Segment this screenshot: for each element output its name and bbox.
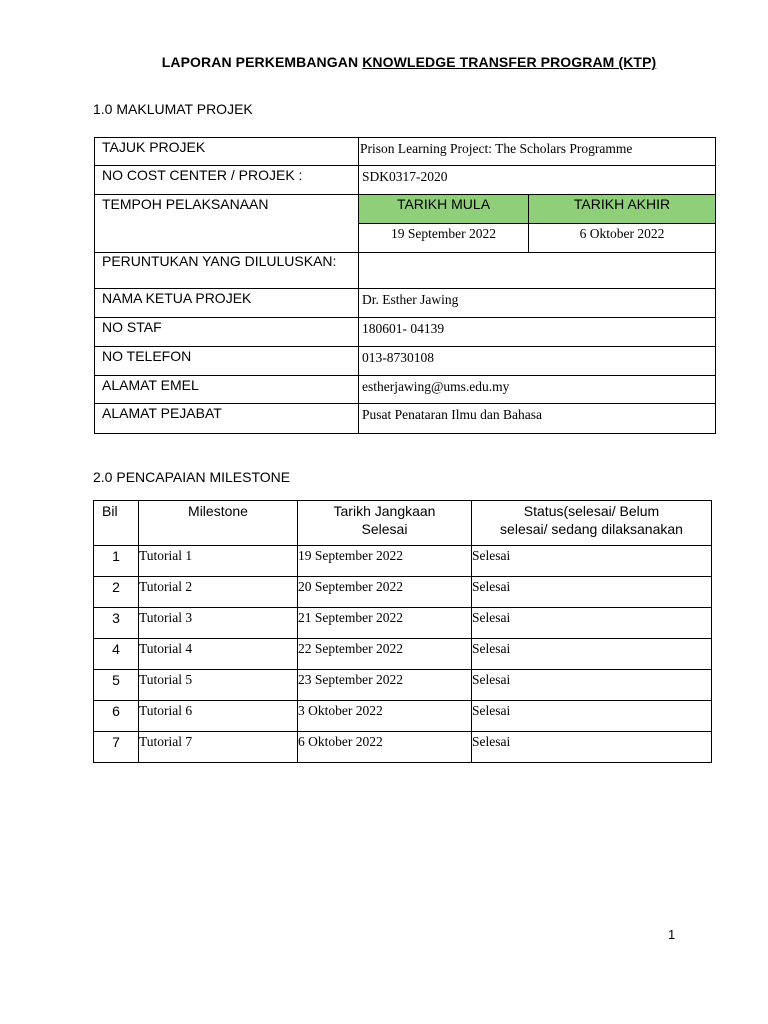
value-nama-ketua: Dr. Esther Jawing bbox=[359, 289, 716, 318]
cell-tarikh: 6 Oktober 2022 bbox=[298, 732, 472, 763]
cell-bil: 2 bbox=[94, 577, 139, 608]
value-peruntukan bbox=[359, 253, 716, 289]
cell-tarikh: 19 September 2022 bbox=[298, 546, 472, 577]
label-alamat-emel: ALAMAT EMEL bbox=[95, 376, 359, 404]
table-row bbox=[94, 639, 712, 670]
cell-status: Selesai bbox=[472, 608, 712, 639]
value-cost-center: SDK0317-2020 bbox=[359, 166, 716, 195]
label-tempoh-pelaksanaan: TEMPOH PELAKSANAAN bbox=[95, 195, 359, 253]
row-cost-center bbox=[95, 166, 716, 195]
header-milestone: Milestone bbox=[139, 501, 298, 546]
value-tarikh-akhir: 6 Oktober 2022 bbox=[529, 224, 716, 253]
cell-bil: 6 bbox=[94, 701, 139, 732]
value-no-staf: 180601- 04139 bbox=[359, 318, 716, 347]
row-tempoh-header bbox=[95, 195, 716, 224]
table-row bbox=[94, 732, 712, 763]
cell-tarikh: 23 September 2022 bbox=[298, 670, 472, 701]
label-peruntukan: PERUNTUKAN YANG DILULUSKAN: bbox=[95, 253, 359, 289]
label-no-staf: NO STAF bbox=[95, 318, 359, 347]
cell-status: Selesai bbox=[472, 701, 712, 732]
project-info-table bbox=[94, 137, 716, 434]
cell-milestone: Tutorial 1 bbox=[139, 546, 298, 577]
header-status bbox=[472, 501, 712, 546]
value-tajuk-projek: Prison Learning Project: The Scholars Programme bbox=[359, 138, 716, 166]
cell-bil: 4 bbox=[94, 639, 139, 670]
cell-milestone: Tutorial 5 bbox=[139, 670, 298, 701]
cell-bil: 3 bbox=[94, 608, 139, 639]
header-tarikh-line2: Selesai bbox=[361, 521, 408, 537]
report-title-program: KNOWLEDGE TRANSFER PROGRAM (KTP) bbox=[362, 54, 657, 70]
header-status-line2: selesai/ sedang dilaksanakan bbox=[500, 521, 683, 537]
table-row bbox=[94, 608, 712, 639]
row-peruntukan bbox=[95, 253, 716, 289]
milestone-header-row bbox=[94, 501, 712, 546]
header-tarikh-akhir: TARIKH AKHIR bbox=[529, 195, 716, 224]
table-row bbox=[94, 546, 712, 577]
label-no-telefon: NO TELEFON bbox=[95, 347, 359, 376]
cell-status: Selesai bbox=[472, 577, 712, 608]
cell-milestone: Tutorial 7 bbox=[139, 732, 298, 763]
table-row bbox=[94, 670, 712, 701]
cell-milestone: Tutorial 4 bbox=[139, 639, 298, 670]
row-alamat-pejabat bbox=[95, 404, 716, 434]
value-tarikh-mula: 19 September 2022 bbox=[359, 224, 529, 253]
cell-tarikh: 22 September 2022 bbox=[298, 639, 472, 670]
milestone-table bbox=[93, 500, 712, 763]
value-alamat-pejabat: Pusat Penataran Ilmu dan Bahasa bbox=[359, 404, 716, 434]
cell-bil: 1 bbox=[94, 546, 139, 577]
header-bil: Bil bbox=[94, 501, 139, 546]
cell-milestone: Tutorial 2 bbox=[139, 577, 298, 608]
header-tarikh-jangkaan bbox=[298, 501, 472, 546]
value-alamat-emel: estherjawing@ums.edu.my bbox=[359, 376, 716, 404]
cell-status: Selesai bbox=[472, 732, 712, 763]
table-row bbox=[94, 701, 712, 732]
table-row bbox=[94, 577, 712, 608]
header-tarikh-line1: Tarikh Jangkaan bbox=[333, 503, 436, 519]
header-status-line1: Status(selesai/ Belum bbox=[523, 503, 660, 519]
row-nama-ketua bbox=[95, 289, 716, 318]
row-alamat-emel bbox=[95, 376, 716, 404]
label-tajuk-projek: TAJUK PROJEK bbox=[95, 138, 359, 166]
cell-milestone: Tutorial 3 bbox=[139, 608, 298, 639]
cell-status: Selesai bbox=[472, 670, 712, 701]
label-nama-ketua: NAMA KETUA PROJEK bbox=[95, 289, 359, 318]
value-no-telefon: 013-8730108 bbox=[359, 347, 716, 376]
report-title-prefix: LAPORAN PERKEMBANGAN bbox=[161, 54, 359, 70]
section-heading-pencapaian-milestone: 2.0 PENCAPAIAN MILESTONE bbox=[93, 469, 291, 485]
cell-status: Selesai bbox=[472, 639, 712, 670]
cell-bil: 7 bbox=[94, 732, 139, 763]
row-no-staf bbox=[95, 318, 716, 347]
label-alamat-pejabat: ALAMAT PEJABAT bbox=[95, 404, 359, 434]
label-cost-center: NO COST CENTER / PROJEK : bbox=[95, 166, 359, 195]
page-number: 1 bbox=[668, 927, 676, 942]
section-heading-maklumat-projek: 1.0 MAKLUMAT PROJEK bbox=[93, 101, 253, 117]
report-title bbox=[0, 54, 768, 70]
cell-bil: 5 bbox=[94, 670, 139, 701]
cell-tarikh: 20 September 2022 bbox=[298, 577, 472, 608]
cell-tarikh: 3 Oktober 2022 bbox=[298, 701, 472, 732]
cell-status: Selesai bbox=[472, 546, 712, 577]
cell-tarikh: 21 September 2022 bbox=[298, 608, 472, 639]
cell-milestone: Tutorial 6 bbox=[139, 701, 298, 732]
header-tarikh-mula: TARIKH MULA bbox=[359, 195, 529, 224]
row-tajuk-projek bbox=[95, 138, 716, 166]
row-no-telefon bbox=[95, 347, 716, 376]
